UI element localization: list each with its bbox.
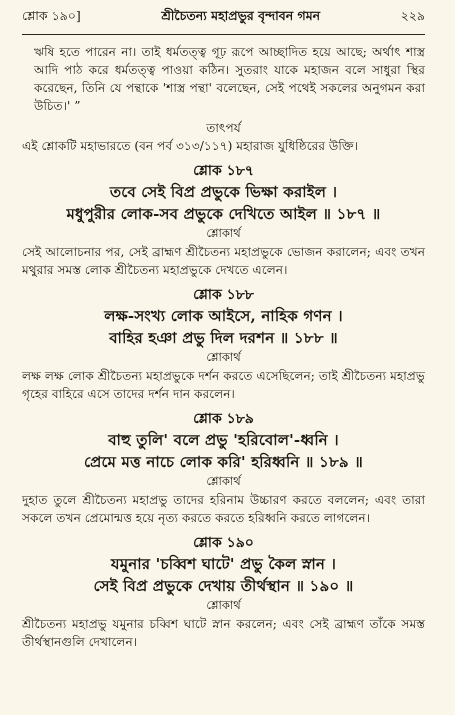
intro-paragraph: ঋষি হতে পারেন না। তাই ধর্মতত্ত্ব গূঢ় রূপে আচ্ছাদিত হয়ে আছে; অর্থাৎ শাস্ত্র আদি পাঠ করে ধর্মতত্ত্ব পাওয়া কঠিন। সুতরাং যাকে মহাজন বলে সাধুরা স্থির করেছেন, তিনি যে পন্থাকে 'শাস্ত্র পন্থা' বলেছেন, সেই পথেই সকলের অনুগমন করা উচিত।' ” [34, 45, 425, 113]
verse-label: শ্লোক ১৯০ [193, 535, 254, 551]
page-number: ২২৯ [400, 8, 425, 23]
verse-187 [22, 161, 425, 279]
verse-189 [22, 409, 425, 527]
verse-line-2: সেই বিপ্র প্রভুকে দেখায় তীর্থস্থান ॥ ১৯০ ॥ [93, 577, 354, 595]
translation-text: লক্ষ লক্ষ লোক শ্রীচৈতন্য মহাপ্রভুকে দর্শন করতে এসেছিলেন; তাই শ্রীচৈতন্য মহাপ্রভু গৃহের বাহিরে এসে তাদের দর্শন দান করলেন। [22, 369, 425, 401]
verse-label: শ্লোক ১৮৯ [193, 411, 254, 427]
chapter-title: শ্রীচৈতন্য মহাপ্রভুর বৃন্দাবন গমন [161, 8, 321, 23]
verse-line-2: বাহির হঞা প্রভু দিল দরশন ॥ ১৮৮ ॥ [109, 329, 338, 347]
purport-text: এই শ্লোকটি মহাভারতে (বন পর্ব ৩১৩/১১৭) মহারাজ যুধিষ্ঠিরের উক্তি। [22, 139, 359, 153]
verse-190 [22, 533, 425, 651]
page-header [22, 8, 425, 30]
translation-text: সেই আলোচনার পর, সেই ব্রাহ্মণ শ্রীচৈতন্য মহাপ্রভুকে ভোজন করালেন; এবং তখন মথুরার সমস্ত লোক শ্রীচৈতন্য মহাপ্রভুকে দেখতে এলেন। [22, 245, 425, 277]
translation-label: শ্লোকার্থ [206, 598, 241, 612]
verse-range-label: শ্লোক ১৯০] [22, 8, 81, 23]
verse-188 [22, 285, 425, 403]
translation-text: দুহাত তুলে শ্রীচৈতন্য মহাপ্রভু তাদের হরিনাম উচ্চারণ করতে বললেন; এবং তারা সকলে তখন প্রেমোন্মত্ত হয়ে নৃত্য করতে করতে হরিধ্বনি করতে লাগলেন। [22, 493, 425, 525]
translation-text: শ্রীচৈতন্য মহাপ্রভু যমুনার চব্বিশ ঘাটে স্নান করলেন; এবং সেই ব্রাহ্মণ তাঁকে সমস্ত তীর্থস্থানগুলি দেখালেন। [22, 617, 425, 649]
verse-line-1: লক্ষ-সংখ্য লোক আইসে, নাহিক গণন । [104, 307, 343, 325]
translation-label: শ্লোকার্থ [206, 474, 241, 488]
translation-label: শ্লোকার্থ [206, 226, 241, 240]
verse-label: শ্লোক ১৮৭ [193, 163, 254, 179]
translation-label: শ্লোকার্থ [206, 350, 241, 364]
verse-line-1: যমুনার 'চব্বিশ ঘাটে' প্রভু কৈল স্নান । [110, 555, 337, 573]
purport-heading: তাৎপর্য [206, 121, 241, 135]
verse-line-1: তবে সেই বিপ্র প্রভুকে ভিক্ষা করাইল । [109, 183, 338, 201]
verse-label: শ্লোক ১৮৮ [193, 287, 254, 303]
header-rule [22, 34, 425, 35]
verse-line-1: বাহু তুলি' বলে প্রভু 'হরিবোল'-ধ্বনি । [108, 431, 339, 449]
verse-line-2: মধুপুরীর লোক-সব প্রভুকে দেখিতে আইল ॥ ১৮৭ ॥ [66, 205, 381, 223]
verse-line-2: প্রেমে মত্ত নাচে লোক করি' হরিধ্বনি ॥ ১৮৯ ॥ [84, 453, 363, 471]
